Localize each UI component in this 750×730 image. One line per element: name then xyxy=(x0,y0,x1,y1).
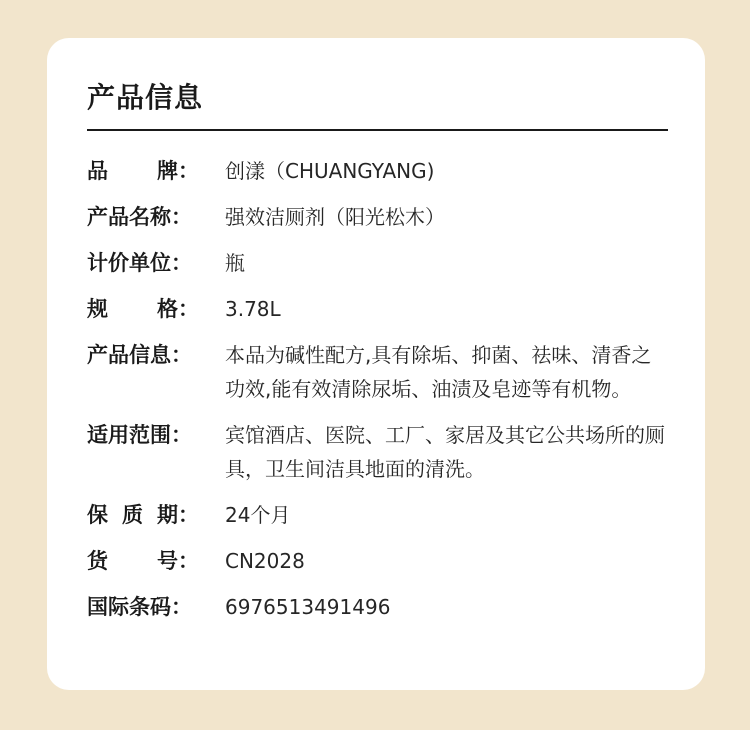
label-char: 格： xyxy=(157,297,199,321)
row-barcode xyxy=(87,590,668,624)
value-barcode: 6976513491496 xyxy=(225,595,391,619)
value-spec: 3.78L xyxy=(225,297,281,321)
label-spec xyxy=(87,292,199,326)
label-char: 货 xyxy=(87,549,108,573)
value-brand: 创漾（CHUANGYANG) xyxy=(225,159,435,183)
label-char: 期： xyxy=(157,503,199,527)
label-barcode: 国际条码： xyxy=(87,595,192,619)
value-usage-scope: 宾馆酒店、医院、工厂、家居及其它公共场所的厕具，卫生间洁具地面的清洗。 xyxy=(225,423,665,481)
row-item-number xyxy=(87,544,668,578)
value-unit: 瓶 xyxy=(225,251,245,275)
row-product-name xyxy=(87,200,668,234)
label-char: 保 xyxy=(87,503,108,527)
label-char: 品 xyxy=(87,159,108,183)
card-title: 产品信息 xyxy=(87,81,204,114)
row-spec xyxy=(87,292,668,326)
label-item-number xyxy=(87,544,199,578)
label-char: 规 xyxy=(87,297,108,321)
row-usage-scope xyxy=(87,418,668,486)
row-shelf-life xyxy=(87,498,668,532)
row-product-info xyxy=(87,338,668,406)
label-shelf-life xyxy=(87,498,199,532)
label-unit: 计价单位： xyxy=(87,251,192,275)
title-divider xyxy=(87,129,668,131)
label-usage-scope: 适用范围： xyxy=(87,423,192,447)
label-char: 牌： xyxy=(157,159,199,183)
value-item-number: CN2028 xyxy=(225,549,305,573)
product-info-card xyxy=(47,38,705,690)
label-product-info: 产品信息： xyxy=(87,343,192,367)
label-brand xyxy=(87,154,199,188)
value-shelf-life: 24个月 xyxy=(225,503,291,527)
label-char: 号： xyxy=(157,549,199,573)
row-brand xyxy=(87,154,668,188)
label-product-name: 产品名称： xyxy=(87,205,192,229)
info-list xyxy=(87,154,668,636)
value-product-name: 强效洁厕剂（阳光松木） xyxy=(225,205,445,229)
label-char: 质 xyxy=(122,503,143,527)
row-unit xyxy=(87,246,668,280)
value-product-info: 本品为碱性配方,具有除垢、抑菌、祛味、清香之功效,能有效清除尿垢、油渍及皂迹等有机物。 xyxy=(225,343,652,401)
